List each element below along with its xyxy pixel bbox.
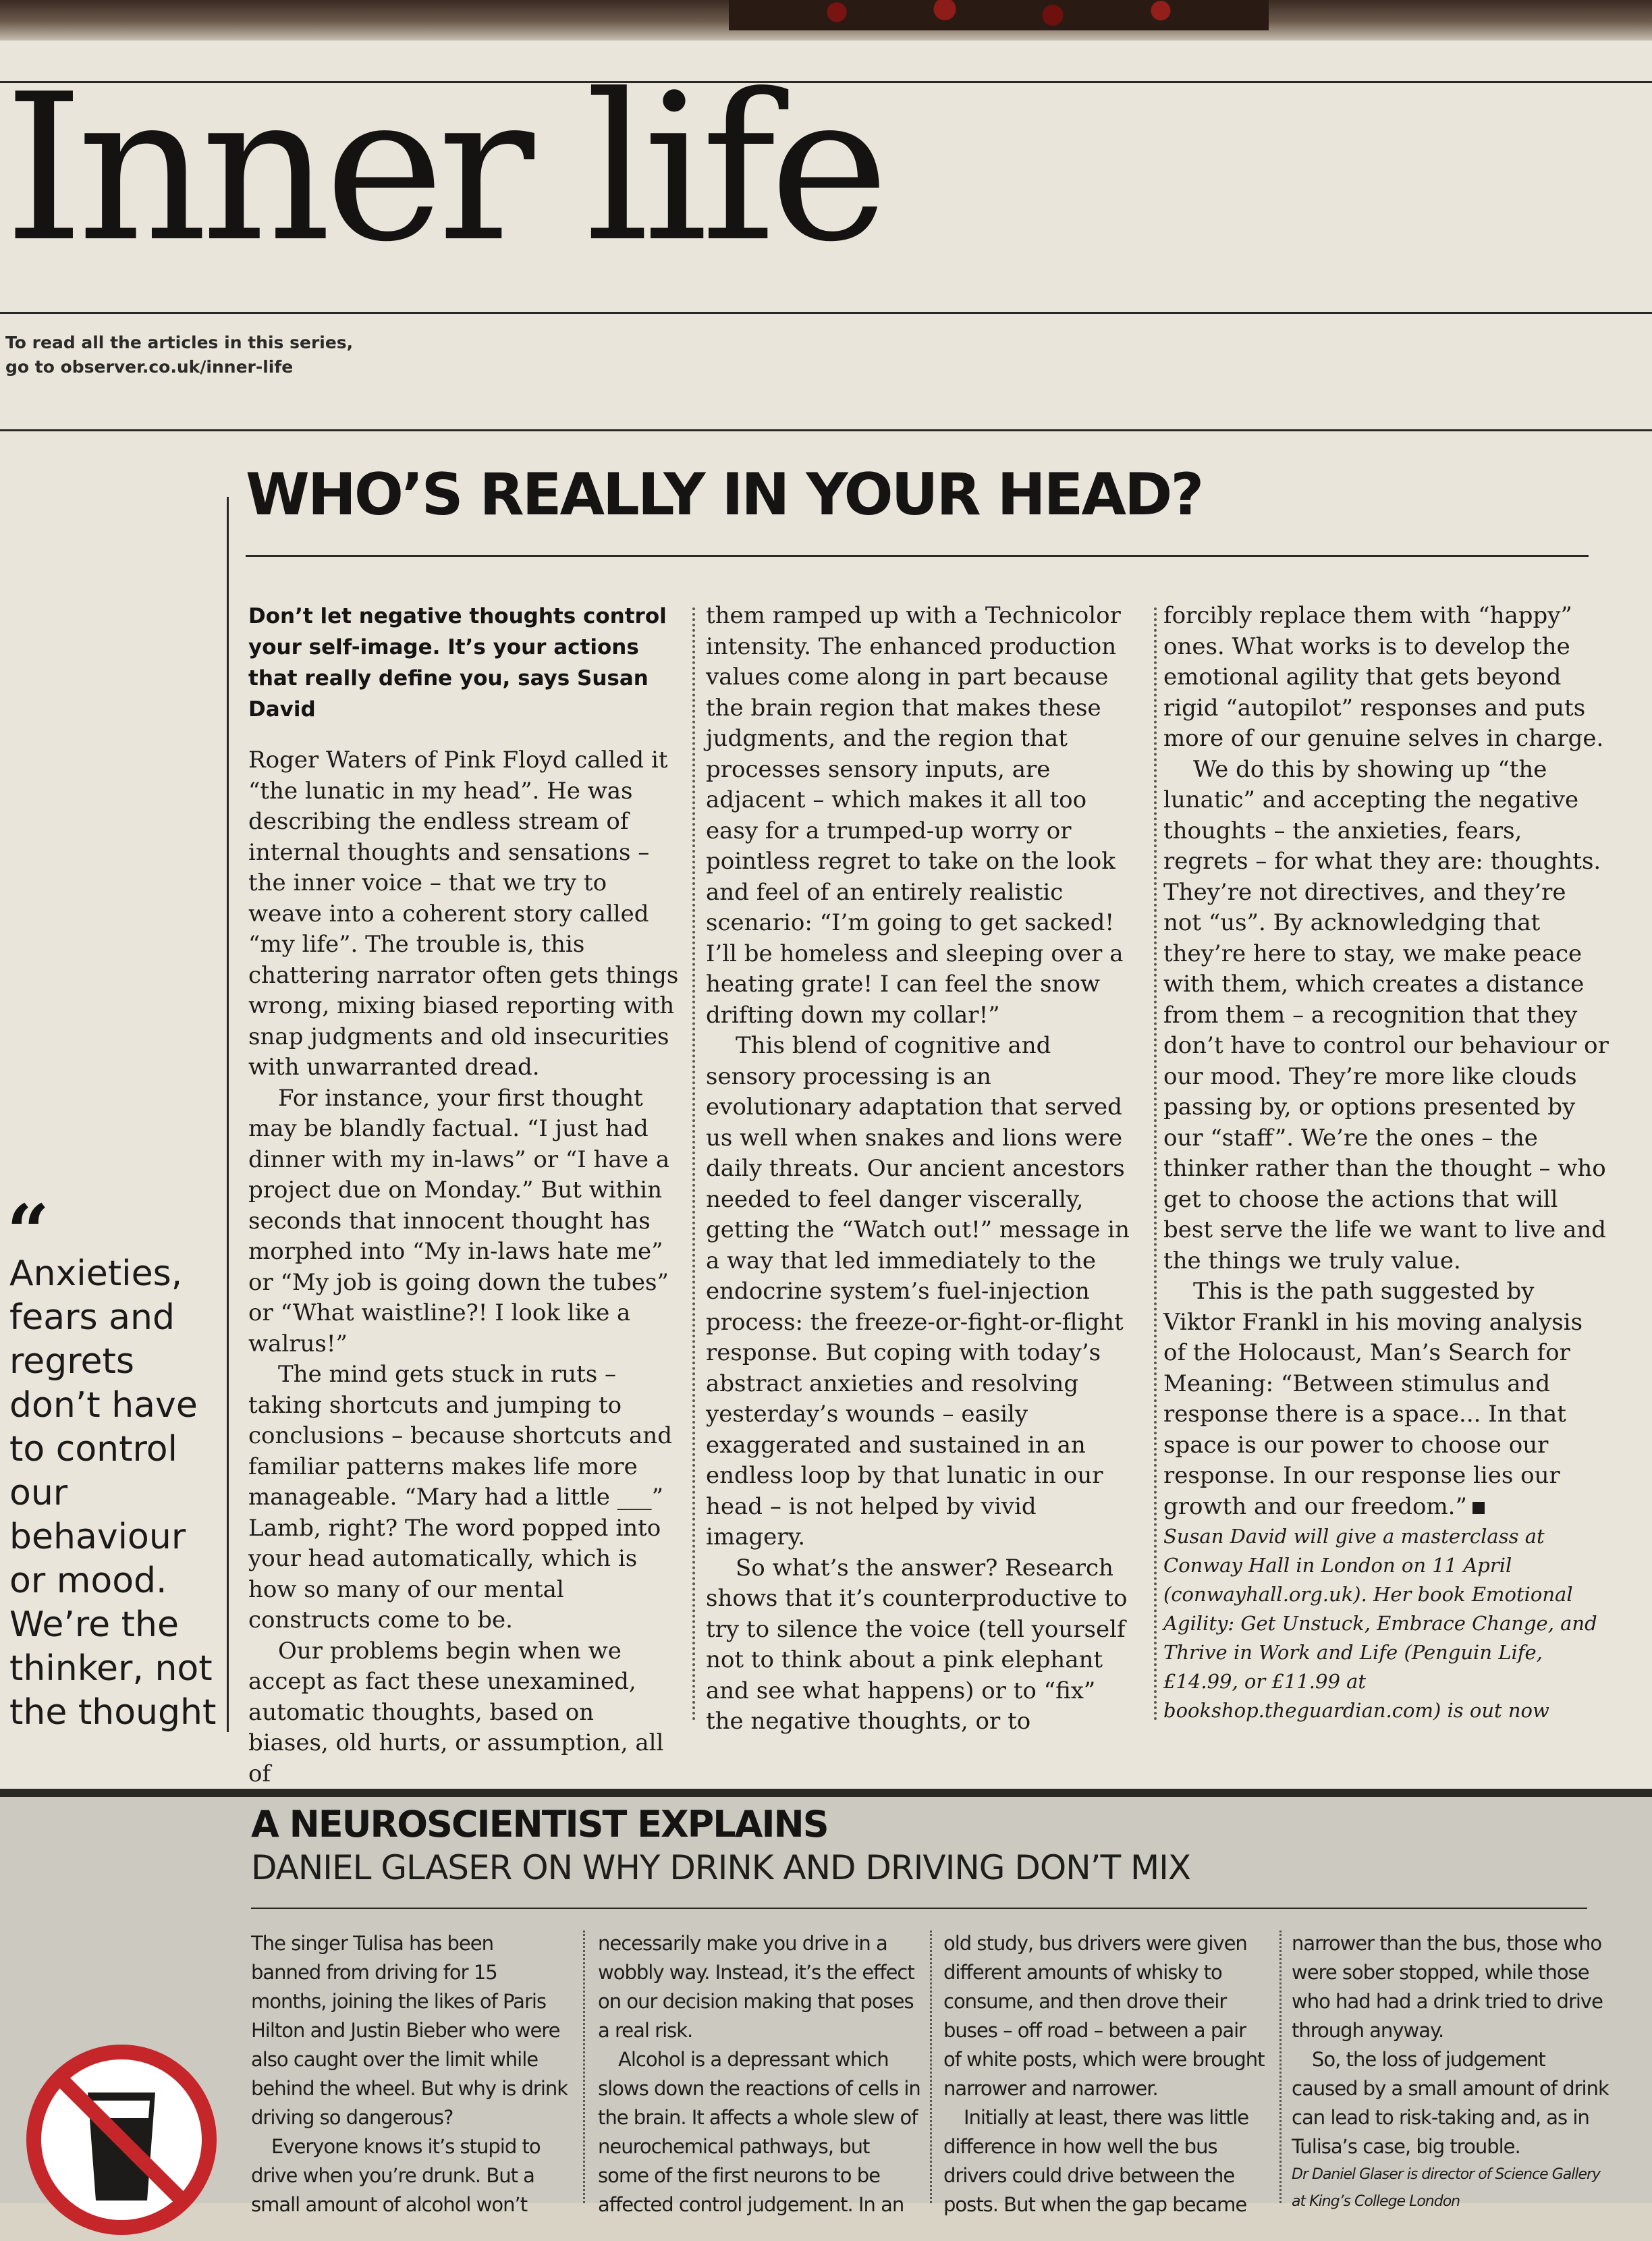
box-divider-dotted bbox=[930, 1931, 932, 2203]
article-column-1 bbox=[248, 601, 680, 1787]
article-paragraph: Roger Waters of Pink Floyd called it “the lunatic in my head”. He was describing the endless stream of internal thoughts and sensations – the inner voice – that we try to weave into a coherent story called “my life”. The trouble is, this chattering narrator often gets things wrong, mixing biased reporting with snap judgments and old insecurities with unwarranted dread. bbox=[248, 747, 679, 1081]
box-column-1 bbox=[251, 1929, 568, 2216]
box-paragraph: Everyone knows it’s stupid to drive when you’re drunk. But a small amount of alcohol won’t bbox=[251, 2135, 541, 2216]
box-subtitle-rule bbox=[251, 1908, 1587, 1909]
article-headline: WHO’S REALLY IN YOUR HEAD? bbox=[246, 461, 1203, 529]
article-standfirst: Don’t let negative thoughts control your self-image. It’s your actions that really define you, says Susan David bbox=[248, 604, 667, 722]
background-photo-strip bbox=[729, 0, 1269, 30]
box-paragraph: So, the loss of judgement caused by a small amount of drink can lead to risk-taking and, as in Tulisa’s case, big trouble. bbox=[1292, 2048, 1609, 2158]
article-paragraph: This blend of cognitive and sensory processing is an evolutionary adaptation that served us well when snakes and lions were daily threats. Our ancient ancestors needed to feel danger viscerally, getting the “Watch out!” message in a way that led immediately to the endocrine system’s fuel-injection process: the freeze-or-fight-or-flight response. But coping with today’s abstract anxieties and resolving yesterday’s wounds – easily exaggerated and sustained in an endless loop by that lunatic in our head – is not helped by vivid imagery. bbox=[706, 1032, 1130, 1550]
box-title: A NEUROSCIENTIST EXPLAINS bbox=[251, 1803, 828, 1845]
box-paragraph: old study, bus drivers were given different amounts of whisky to consume, and then drove their buses – off road – between a pair of white posts, which were brought narrower and narrower. bbox=[943, 1932, 1265, 2100]
series-note-line1: To read all the articles in this series, bbox=[5, 333, 354, 352]
column-divider-dotted bbox=[1154, 608, 1157, 1721]
box-column-4 bbox=[1292, 1929, 1616, 2210]
article-paragraph: So what’s the answer? Research shows that it’s counterproductive to try to silence the voice (tell yourself not to think about a pink elephant and see what happens) or to “fix” the negative thoughts, or to bbox=[706, 1554, 1128, 1735]
pullquote-text: Anxieties, fears and regrets don’t have to control our behaviour or mood. We’re the thinker, not the thought bbox=[9, 1253, 217, 1733]
article-column-3 bbox=[1163, 601, 1609, 1735]
article-paragraph: Our problems begin when we accept as fact these unexamined, automatic thoughts, based on biases, old hurts, or assumption, all of bbox=[248, 1637, 664, 1787]
author-credit: Dr Daniel Glaser is director of Science Gallery at King’s College London bbox=[1292, 2166, 1601, 2210]
article-column-2 bbox=[706, 601, 1135, 1735]
column-divider-left bbox=[227, 497, 229, 1732]
box-paragraph: narrower than the bus, those who were sober stopped, while those who had had a drink tried to drive through anyway. bbox=[1292, 1932, 1603, 2042]
box-top-rule bbox=[0, 1789, 1652, 1797]
box-paragraph: Alcohol is a depressant which slows down the reactions of cells in the brain. It affects a whole slew of neurochemical pathways, but some of the first neurons to be affected control judgement. In an bbox=[598, 2048, 920, 2216]
box-subtitle: DANIEL GLASER ON WHY DRINK AND DRIVING DON’T MIX bbox=[251, 1848, 1191, 1887]
article-closing-text: This is the path suggested by Viktor Frankl in his moving analysis of the Holocaust, Man’s Search for Meaning: “Between stimulus and response there is a space... In that space is our power to choose our response. In our response lies our growth and our freedom.” bbox=[1163, 1278, 1583, 1520]
column-divider-dotted bbox=[692, 608, 695, 1721]
no-drinking-icon bbox=[20, 2039, 223, 2241]
end-square-icon bbox=[1472, 1502, 1485, 1514]
masthead-bottom-rule bbox=[0, 312, 1652, 314]
pullquote-mark: “ bbox=[7, 1188, 50, 1275]
article-paragraph: We do this by showing up “the lunatic” and accepting the negative thoughts – the anxieties, fears, regrets – for what they are: thoughts. They’re not directives, and they’re not “us”. By acknowledging that they’re here to stay, we make peace with them, which creates a distance from them – a recognition that they don’t have to control our behaviour or our mood. They’re more like clouds passing by, or options presented by our “staff”. We’re the ones – the thinker rather than the thought – who get to choose the actions that will best serve the life we want to live and the things we truly value. bbox=[1163, 755, 1609, 1274]
masthead-title: Inner life bbox=[4, 51, 883, 286]
series-note bbox=[5, 331, 410, 379]
box-column-2 bbox=[598, 1929, 922, 2216]
box-paragraph: necessarily make you drive in a wobbly way. Instead, it’s the effect on our decision making that poses a real risk. bbox=[598, 1932, 914, 2042]
box-divider-dotted bbox=[583, 1931, 585, 2203]
box-divider-dotted bbox=[1279, 1931, 1282, 2203]
headline-rule bbox=[246, 555, 1589, 557]
section-rule bbox=[0, 429, 1652, 431]
article-paragraph: them ramped up with a Technicolor intensity. The enhanced production values come along in part because the brain region that makes these judgments, and the region that processes sensory inputs, are adjacent – which makes it all too easy for a trumped-up worry or pointless regret to take on the look and feel of an entirely realistic scenario: “I’m going to get sacked! I’ll be homeless and sleeping over a heating grate! I can feel the snow drifting down my collar!” bbox=[706, 602, 1124, 1029]
series-note-link[interactable]: go to observer.co.uk/inner-life bbox=[5, 357, 294, 377]
box-column-3 bbox=[943, 1929, 1267, 2216]
author-bio: Susan David will give a masterclass at Conway Hall in London on 11 April (conwayhall.org.uk). Her book Emotional Agility: Get Unstuck, Embrace Change, and Thrive in Work and Life (Penguin Life, £14.99, or £11.99 at bookshop.theguardian.com) is out now bbox=[1163, 1525, 1597, 1722]
box-paragraph: Initially at least, there was little difference in how well the bus drivers could drive between the posts. But when the gap became bbox=[943, 2106, 1249, 2216]
article-paragraph bbox=[1163, 1276, 1609, 1522]
article-paragraph: forcibly replace them with “happy” ones. What works is to develop the emotional agility that gets beyond rigid “autopilot” responses and puts more of our genuine selves in charge. bbox=[1163, 602, 1604, 752]
article-paragraph: The mind gets stuck in ruts – taking shortcuts and jumping to conclusions – because shortcuts and familiar patterns makes life more manageable. “Mary had a little ___” Lamb, right? The word popped into your head automatically, which is how so many of our mental constructs come to be. bbox=[248, 1361, 672, 1634]
article-paragraph: For instance, your first thought may be blandly factual. “I just had dinner with my in-laws” or “I have a project due on Monday.” But within seconds that innocent thought has morphed into “My in-laws hate me” or “My job is going down the tubes” or “What waistline?! I look like a walrus!” bbox=[248, 1084, 670, 1357]
box-paragraph: The singer Tulisa has been banned from driving for 15 months, joining the likes of Paris Hilton and Justin Bieber who were also caught over the limit while behind the wheel. But why is drink driving so dangerous? bbox=[251, 1932, 568, 2129]
